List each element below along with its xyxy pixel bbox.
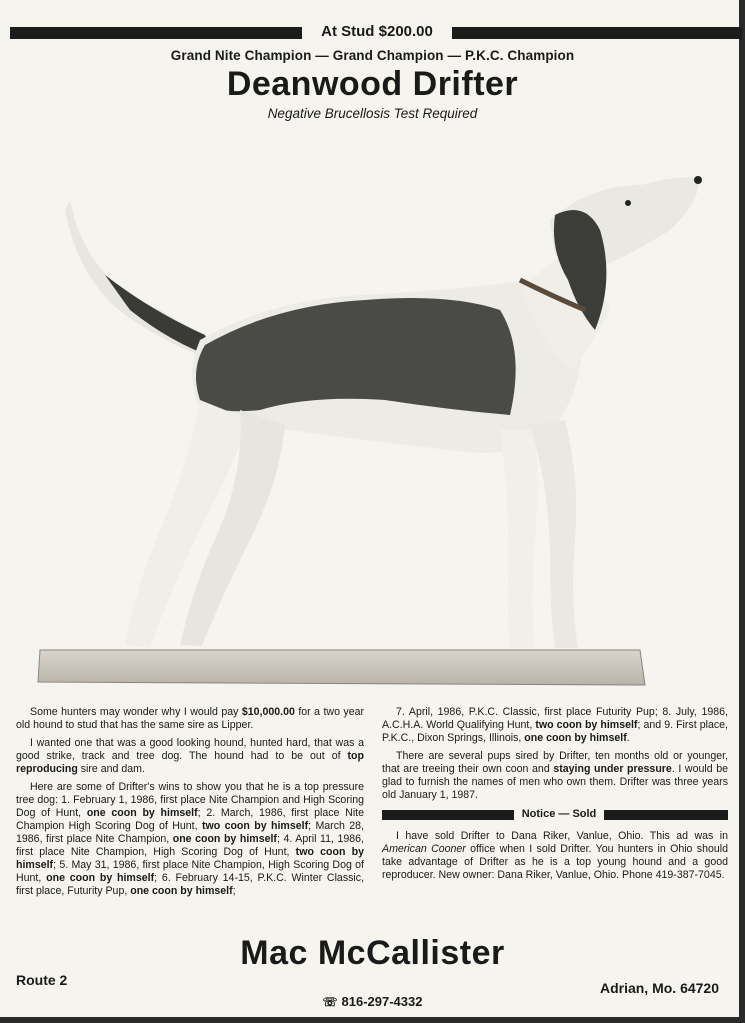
text-run: top reproducing (16, 750, 364, 775)
paragraph-pups (382, 750, 728, 802)
owner-name: Mac McCallister (240, 934, 505, 972)
text-run: one coon by himself (130, 885, 233, 897)
notice-sold-title: Notice — Sold (521, 808, 597, 820)
paragraph-wins (16, 781, 364, 898)
text-run: Here are some of Drifter's wins to show you that he is a top pressure tree dog: 1. February 1, 1986, first place Nite Champion and High Scoring Dog of Hunt, (16, 781, 364, 819)
display-board (38, 650, 645, 685)
champion-titles: Grand Nite Champion — Grand Champion — P.K.C. Champion (170, 48, 575, 63)
text-run: two coon by himself (535, 719, 638, 731)
phone-line (0, 994, 745, 1009)
hound-front-leg-left (500, 430, 538, 648)
notice-sold-banner (382, 807, 728, 823)
address-city: Adrian, Mo. 64720 (599, 980, 719, 996)
banner-rule-right (452, 27, 742, 39)
text-run: $10,000.00 (241, 706, 295, 718)
title-block (0, 48, 745, 121)
text-run: ; 4. April 11, 1986, first place Nite Champion, High Scoring Dog of Hunt, (16, 833, 365, 858)
telephone-icon: ☏ (322, 995, 338, 1009)
paragraph-sold-notice (382, 830, 728, 882)
text-run: for a two year old hound to stud that has the same sire as Lipper. (16, 706, 365, 731)
text-run: sire and dam. (77, 763, 145, 775)
text-run: ; 6. February 14-15, P.K.C. Winter Classic, first place, Futurity Pup, (16, 872, 365, 897)
notice-rule-left (382, 810, 514, 820)
text-run: one coon by himself (172, 833, 277, 845)
banner-rule-left (10, 27, 302, 39)
hound-eye (625, 200, 631, 206)
text-run: . I would be glad to furnish the names of men who own them. Drifter was three years old January 1, 1987. (382, 763, 728, 801)
hound-illustration (30, 160, 720, 695)
address-route: Route 2 (16, 972, 68, 988)
text-run: ; (232, 885, 236, 897)
hound-photo (30, 160, 720, 695)
text-run: 7. April, 1986, P.K.C. Classic, first place Futurity Pup; 8. July, 1986, A.C.H.A. World Qualifying Hunt, (382, 706, 728, 731)
dog-name-heading: Deanwood Drifter (226, 65, 519, 103)
phone-number: 816-297-4332 (341, 994, 423, 1009)
hound-front-leg-right (530, 420, 578, 648)
stud-fee-text: At Stud $200.00 (321, 23, 433, 40)
text-run: ; 5. May 31, 1986, first place Nite Champion, High Scoring Dog of Hunt, (16, 859, 364, 884)
paragraph-wins-continued (382, 706, 728, 745)
text-run: staying under pressure (553, 763, 672, 775)
hound-nose (694, 176, 702, 184)
text-run: ; and 9. First place, P.K.C., Dixon Springs, Illinois, (382, 719, 728, 744)
text-run: Some hunters may wonder why I would pay (30, 706, 242, 718)
paragraph-why-pay (16, 706, 364, 732)
text-run: office when I sold Drifter. You hunters in Ohio should take advantage of Drifter as he is a top young hound and a good reproducer. New owner: Dana Riker, Vanlue, Ohio. Phone 419-387-7045. (382, 843, 728, 881)
text-run: . (626, 732, 630, 744)
text-run: ; 2. March, 1986, first place Nite Champion High Scoring Dog of Hunt, (16, 807, 365, 832)
text-run: two coon by himself (16, 846, 365, 871)
body-column-left (16, 706, 364, 903)
text-run: one coon by himself (86, 807, 198, 819)
paragraph-requirements (16, 737, 364, 776)
text-run: There are several pups sired by Drifter, ten months old or younger, that are treeing their own coon and (382, 750, 728, 775)
text-run: ; March 28, 1986, first place Nite Champion, (16, 820, 364, 845)
text-run: one coon by himself (46, 872, 155, 884)
text-run: American Cooner (382, 843, 466, 855)
hound-saddle (196, 298, 516, 415)
text-run: I have sold Drifter to Dana Riker, Vanlue, Ohio. This ad was in (396, 830, 728, 842)
text-run: two coon by himself (201, 820, 309, 832)
stud-fee-banner (0, 24, 745, 40)
text-run: I wanted one that was a good looking hound, hunted hard, that was a good strike, track and tree dog. The hound had to be out of (16, 737, 364, 762)
notice-rule-right (604, 810, 728, 820)
text-run: one coon by himself (524, 732, 627, 744)
body-column-right (382, 706, 728, 887)
test-requirement-note: Negative Brucellosis Test Required (267, 106, 478, 121)
